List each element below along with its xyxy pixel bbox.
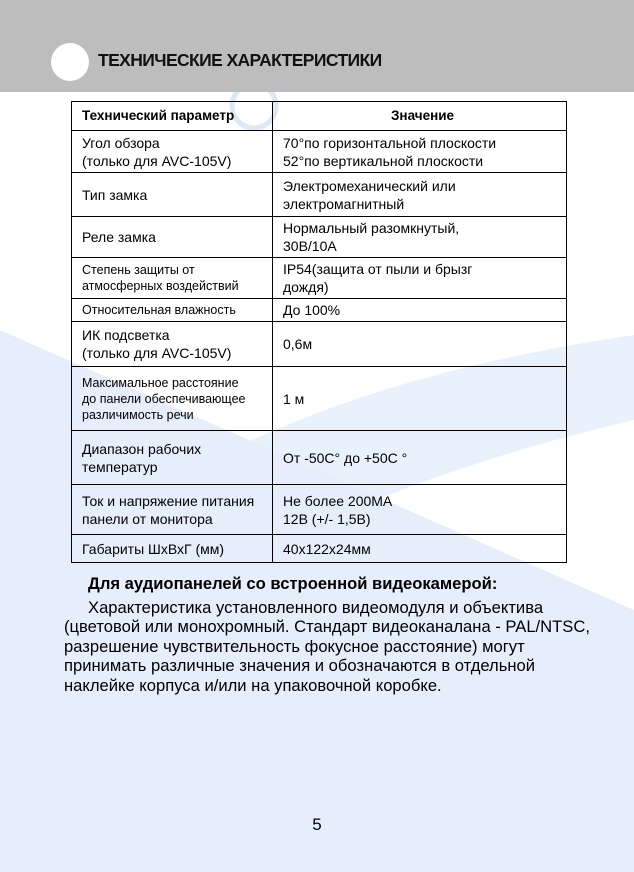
param-cell: Реле замка bbox=[72, 217, 273, 258]
param-cell: Угол обзора (только для AVC-105V) bbox=[72, 131, 273, 173]
param-cell: Габариты ШхВхГ (мм) bbox=[72, 535, 273, 563]
table-row bbox=[72, 258, 567, 299]
column-header-param: Технический параметр bbox=[72, 102, 273, 131]
value-cell: От -50С° до +50С ° bbox=[273, 431, 567, 485]
spec-table bbox=[71, 101, 567, 563]
value-cell: IP54(защита от пыли и брызг дождя) bbox=[273, 258, 567, 299]
value-cell: 0,6м bbox=[273, 322, 567, 367]
value-cell: До 100% bbox=[273, 299, 567, 322]
value-cell: Нормальный разомкнутый, 30В/10А bbox=[273, 217, 567, 258]
value-cell: Не более 200МА 12В (+/- 1,5В) bbox=[273, 485, 567, 535]
table-row bbox=[72, 322, 567, 367]
param-cell: ИК подсветка (только для AVC-105V) bbox=[72, 322, 273, 367]
param-cell: Диапазон рабочих температур bbox=[72, 431, 273, 485]
table-row bbox=[72, 173, 567, 217]
table-row bbox=[72, 431, 567, 485]
param-cell: Ток и напряжение питания панели от монитора bbox=[72, 485, 273, 535]
section-header bbox=[0, 0, 634, 92]
table-row bbox=[72, 367, 567, 431]
table-row bbox=[72, 299, 567, 322]
param-cell: Тип замка bbox=[72, 173, 273, 217]
description-paragraph: Характеристика установленного видеомодуля и объектива (цветовой или монохромный. Стандарт видеоканалана - PAL/NTSC, разрешение чувствительность фокусное расстояние) могут принимать различные значения и обозначаются в отдельной наклейке корпуса и/или на упаковочной коробке. bbox=[64, 597, 590, 695]
value-cell: 1 м bbox=[273, 367, 567, 431]
column-header-value: Значение bbox=[273, 102, 567, 131]
value-cell: 40х122х24мм bbox=[273, 535, 567, 563]
table-header-row bbox=[72, 102, 567, 131]
param-cell: Максимальное расстояние до панели обеспечивающее различимость речи bbox=[72, 367, 273, 431]
table-row bbox=[72, 535, 567, 563]
param-cell: Относительная влажность bbox=[72, 299, 273, 322]
page-title: ТЕХНИЧЕСКИЕ ХАРАКТЕРИСТИКИ bbox=[98, 50, 382, 70]
header-circle-icon bbox=[51, 43, 89, 81]
table-row bbox=[72, 217, 567, 258]
table-row bbox=[72, 485, 567, 535]
body-text bbox=[64, 574, 590, 696]
value-cell: 70°по горизонтальной плоскости 52°по вертикальной плоскости bbox=[273, 131, 567, 173]
table-row bbox=[72, 131, 567, 173]
param-cell: Степень защиты от атмосферных воздействий bbox=[72, 258, 273, 299]
page-number: 5 bbox=[312, 815, 322, 834]
section-heading: Для аудиопанелей со встроенной видеокамерой: bbox=[88, 574, 498, 593]
value-cell: Электромеханический или электромагнитный bbox=[273, 173, 567, 217]
